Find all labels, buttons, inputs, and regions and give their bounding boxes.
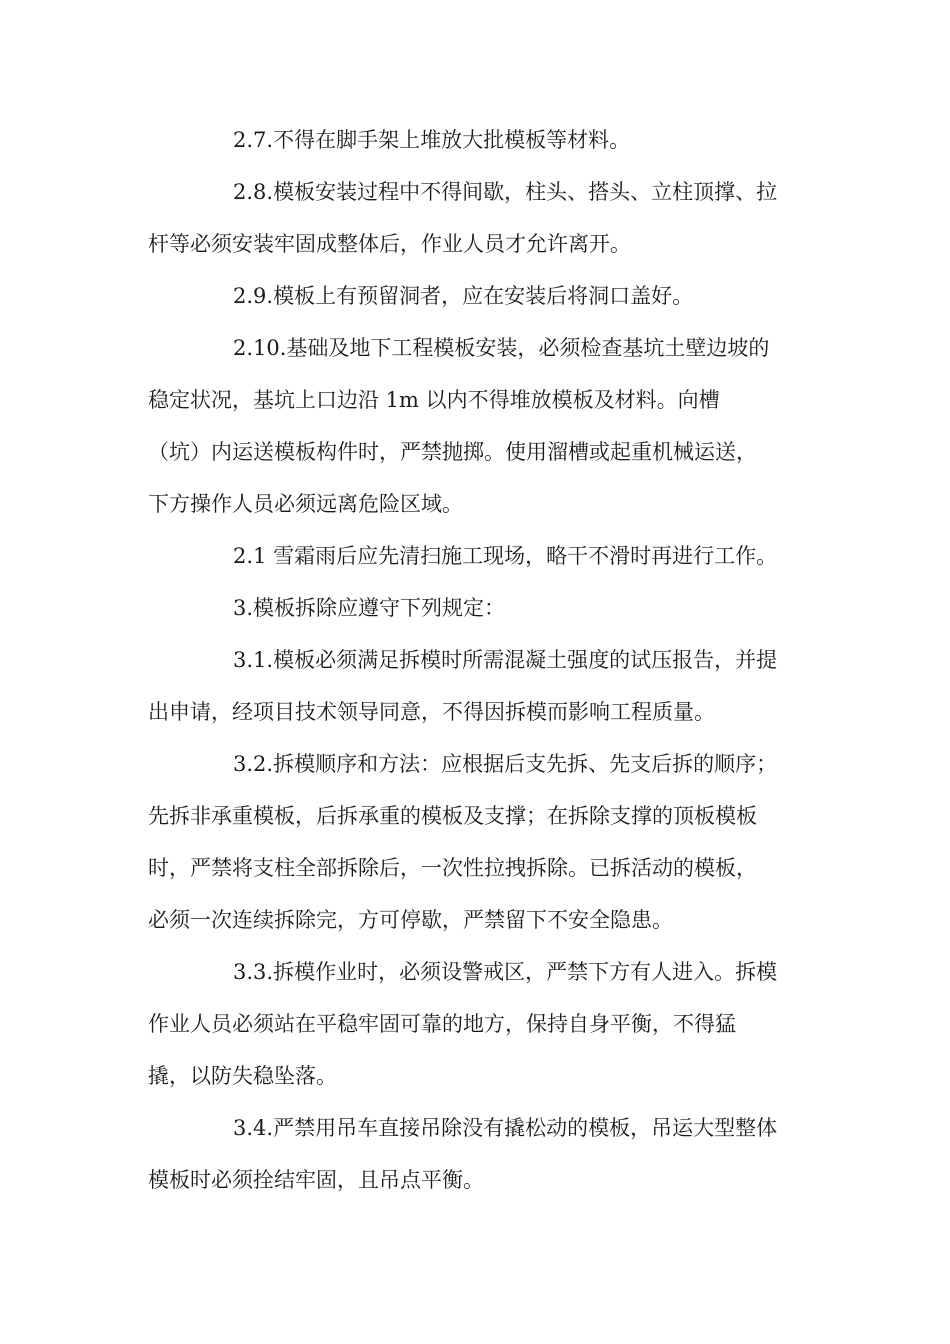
text-line: 2.7.不得在脚手架上堆放大批模板等材料。 bbox=[233, 128, 631, 152]
paragraph-3-2 bbox=[0, 738, 950, 946]
text-line: 撬，以防失稳坠落。 bbox=[148, 1064, 337, 1088]
text-line: 作业人员必须站在平稳牢固可靠的地方，保持自身平衡，不得猛 bbox=[148, 1012, 736, 1036]
paragraph-2-7 bbox=[0, 114, 950, 166]
paragraph-2-1 bbox=[0, 530, 950, 582]
paragraph-3-1 bbox=[0, 634, 950, 738]
text-line: 必须一次连续拆除完，方可停歇，严禁留下不安全隐患。 bbox=[148, 908, 673, 932]
text-line: （坑）内运送模板构件时，严禁抛掷。使用溜槽或起重机械运送， bbox=[148, 440, 757, 464]
text-line: 下方操作人员必须远离危险区域。 bbox=[148, 492, 463, 516]
paragraph-2-9 bbox=[0, 270, 950, 322]
paragraph-3-4 bbox=[0, 1102, 950, 1206]
text-line: 出申请，经项目技术领导同意，不得因拆模而影响工程质量。 bbox=[148, 700, 715, 724]
text-line: 3.4.严禁用吊车直接吊除没有撬松动的模板，吊运大型整体 bbox=[233, 1116, 778, 1140]
paragraph-3 bbox=[0, 582, 950, 634]
text-line: 时，严禁将支柱全部拆除后，一次性拉拽拆除。已拆活动的模板， bbox=[148, 856, 757, 880]
paragraph-3-3 bbox=[0, 946, 950, 1102]
text-line: 2.1 雪霜雨后应先清扫施工现场，略干不滑时再进行工作。 bbox=[233, 544, 778, 568]
text-line: 先拆非承重模板，后拆承重的模板及支撑；在拆除支撑的顶板模板 bbox=[148, 804, 757, 828]
text-line: 3.1.模板必须满足拆模时所需混凝土强度的试压报告，并提 bbox=[233, 648, 778, 672]
text-line: 模板时必须拴结牢固，且吊点平衡。 bbox=[148, 1168, 484, 1192]
text-line: 2.10.基础及地下工程模板安装，必须检查基坑土壁边坡的 bbox=[233, 336, 770, 360]
text-line: 3.3.拆模作业时，必须设警戒区，严禁下方有人进入。拆模 bbox=[233, 960, 778, 984]
text-line: 3.2.拆模顺序和方法：应根据后支先拆、先支后拆的顺序； bbox=[233, 752, 778, 776]
text-line: 3.模板拆除应遵守下列规定： bbox=[233, 596, 506, 620]
document-body bbox=[0, 114, 950, 1206]
paragraph-2-10 bbox=[0, 322, 950, 530]
text-line: 稳定状况，基坑上口边沿 1m 以内不得堆放模板及材料。向槽 bbox=[148, 388, 720, 412]
text-line: 2.8.模板安装过程中不得间歇，柱头、搭头、立柱顶撑、拉 bbox=[233, 180, 778, 204]
text-line: 2.9.模板上有预留洞者，应在安装后将洞口盖好。 bbox=[233, 284, 694, 308]
text-line: 杆等必须安装牢固成整体后，作业人员才允许离开。 bbox=[148, 232, 631, 256]
paragraph-2-8 bbox=[0, 166, 950, 270]
